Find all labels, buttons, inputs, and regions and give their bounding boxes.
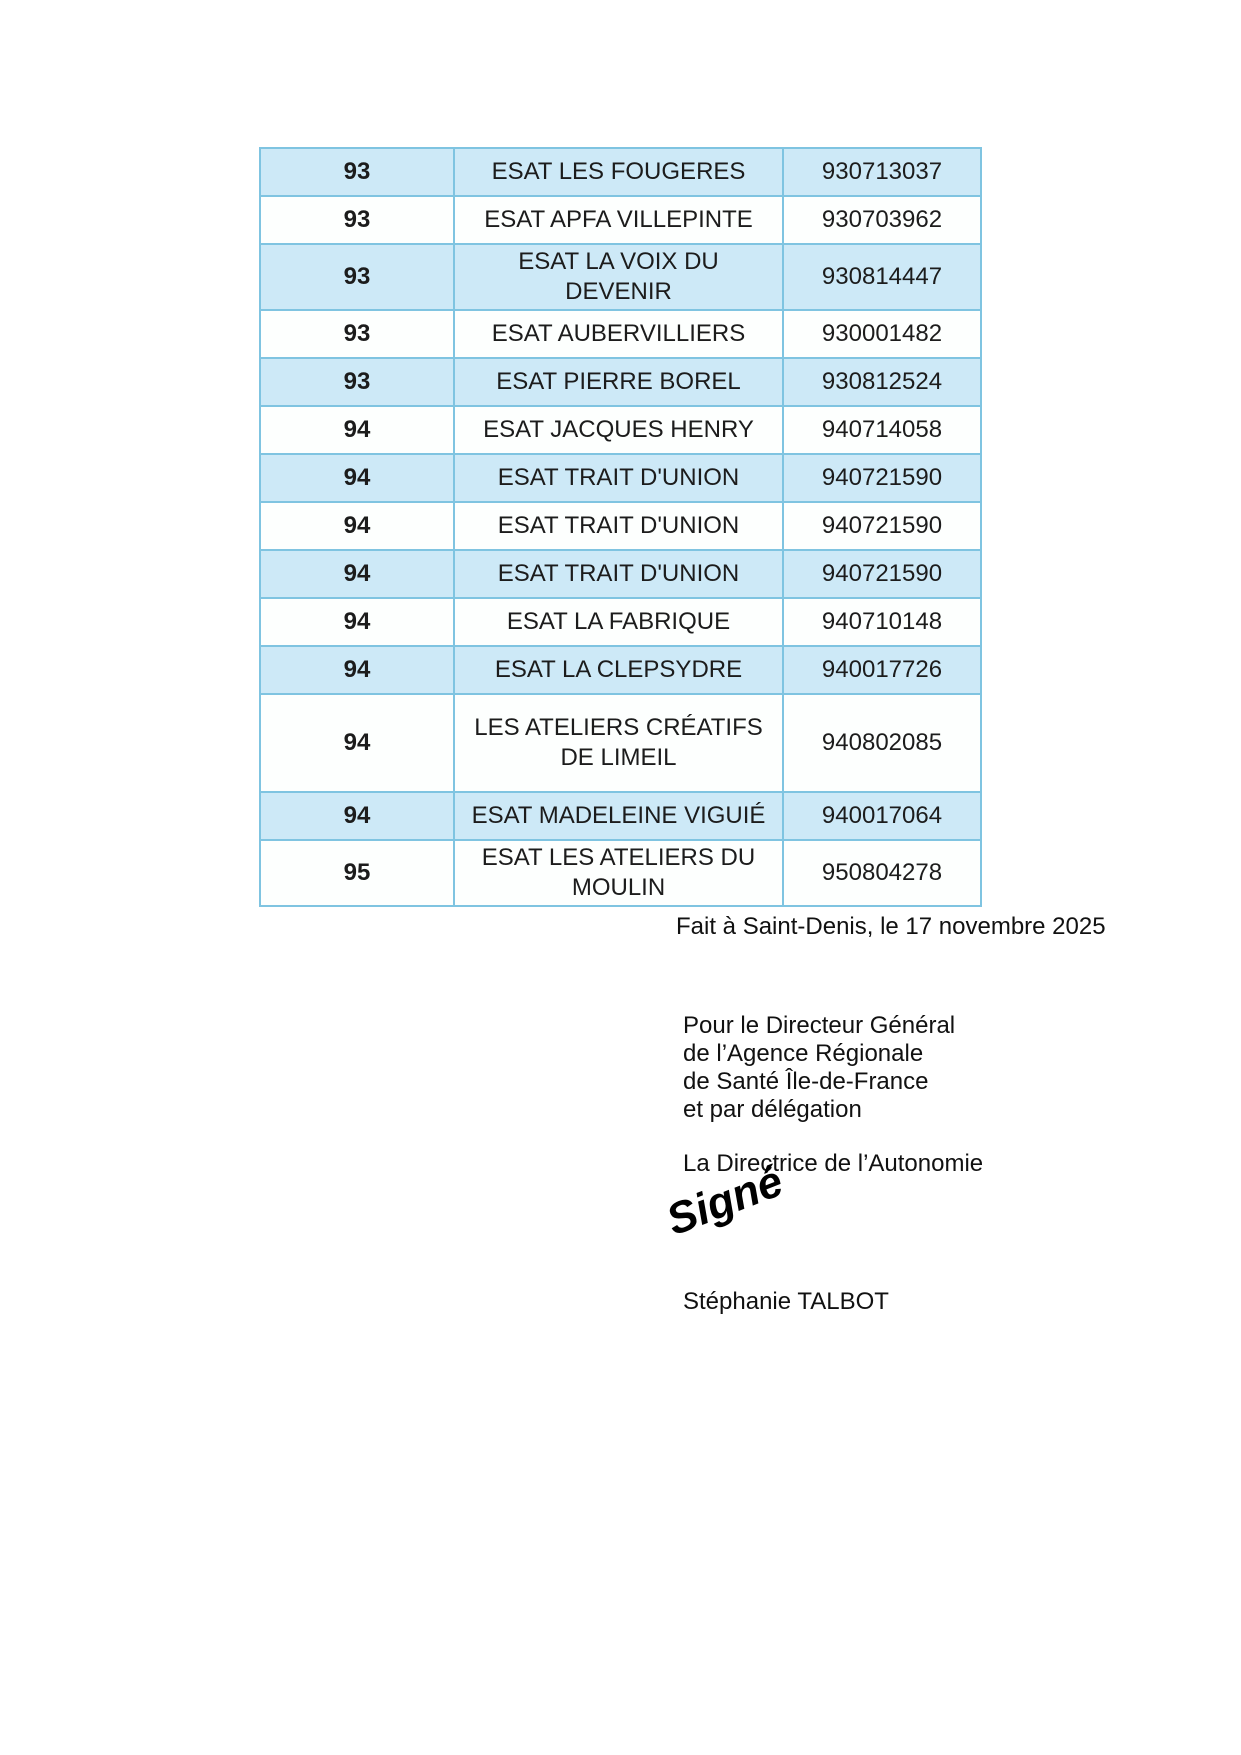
- table-row: [260, 646, 981, 694]
- cell-establishment-name: ESAT JACQUES HENRY: [454, 406, 783, 454]
- cell-finess-number: 950804278: [783, 840, 981, 906]
- signatory-name: Stéphanie TALBOT: [683, 1288, 889, 1315]
- cell-establishment-name: ESAT MADELEINE VIGUIÉ: [454, 792, 783, 840]
- cell-establishment-name: ESAT TRAIT D'UNION: [454, 454, 783, 502]
- cell-department-code: 93: [260, 148, 454, 196]
- table-row: [260, 406, 981, 454]
- cell-department-code: 94: [260, 598, 454, 646]
- table-row: [260, 454, 981, 502]
- delegation-line: de Santé Île-de-France: [683, 1068, 929, 1095]
- delegation-line: et par délégation: [683, 1096, 862, 1123]
- cell-finess-number: 940802085: [783, 694, 981, 792]
- cell-establishment-name: ESAT LA FABRIQUE: [454, 598, 783, 646]
- cell-finess-number: 930812524: [783, 358, 981, 406]
- signature-stamp: Signé: [660, 1156, 790, 1246]
- cell-finess-number: 940017726: [783, 646, 981, 694]
- cell-establishment-name: ESAT LES ATELIERS DU MOULIN: [454, 840, 783, 906]
- table-row: [260, 244, 981, 310]
- delegation-block: [683, 1012, 955, 1124]
- table-row: [260, 598, 981, 646]
- cell-establishment-name: ESAT AUBERVILLIERS: [454, 310, 783, 358]
- cell-establishment-name: ESAT TRAIT D'UNION: [454, 502, 783, 550]
- cell-department-code: 94: [260, 550, 454, 598]
- cell-department-code: 93: [260, 196, 454, 244]
- cell-department-code: 94: [260, 502, 454, 550]
- delegation-line: de l’Agence Régionale: [683, 1040, 924, 1067]
- table-row: [260, 148, 981, 196]
- cell-establishment-name: ESAT LA CLEPSYDRE: [454, 646, 783, 694]
- cell-establishment-name: ESAT LA VOIX DU DEVENIR: [454, 244, 783, 310]
- cell-finess-number: 930703962: [783, 196, 981, 244]
- table-row: [260, 694, 981, 792]
- cell-department-code: 93: [260, 244, 454, 310]
- table-row: [260, 792, 981, 840]
- table-row: [260, 196, 981, 244]
- cell-finess-number: 930001482: [783, 310, 981, 358]
- cell-finess-number: 940721590: [783, 550, 981, 598]
- cell-department-code: 95: [260, 840, 454, 906]
- signatory-title: La Directrice de l’Autonomie: [683, 1150, 984, 1177]
- table-row: [260, 310, 981, 358]
- cell-establishment-name: ESAT TRAIT D'UNION: [454, 550, 783, 598]
- table-row: [260, 502, 981, 550]
- cell-finess-number: 940710148: [783, 598, 981, 646]
- cell-department-code: 94: [260, 694, 454, 792]
- cell-establishment-name: ESAT PIERRE BOREL: [454, 358, 783, 406]
- cell-department-code: 94: [260, 646, 454, 694]
- table-row: [260, 840, 981, 906]
- cell-department-code: 94: [260, 792, 454, 840]
- cell-finess-number: 940721590: [783, 454, 981, 502]
- cell-department-code: 94: [260, 406, 454, 454]
- cell-department-code: 93: [260, 358, 454, 406]
- cell-establishment-name: LES ATELIERS CRÉATIFS DE LIMEIL: [454, 694, 783, 792]
- cell-department-code: 93: [260, 310, 454, 358]
- cell-finess-number: 930814447: [783, 244, 981, 310]
- cell-establishment-name: ESAT APFA VILLEPINTE: [454, 196, 783, 244]
- cell-department-code: 94: [260, 454, 454, 502]
- dateline: Fait à Saint-Denis, le 17 novembre 2025: [676, 913, 1106, 940]
- cell-finess-number: 930713037: [783, 148, 981, 196]
- cell-finess-number: 940714058: [783, 406, 981, 454]
- cell-finess-number: 940017064: [783, 792, 981, 840]
- table-row: [260, 358, 981, 406]
- cell-establishment-name: ESAT LES FOUGERES: [454, 148, 783, 196]
- cell-finess-number: 940721590: [783, 502, 981, 550]
- esat-table: [259, 147, 982, 907]
- delegation-line: Pour le Directeur Général: [683, 1012, 956, 1039]
- table-row: [260, 550, 981, 598]
